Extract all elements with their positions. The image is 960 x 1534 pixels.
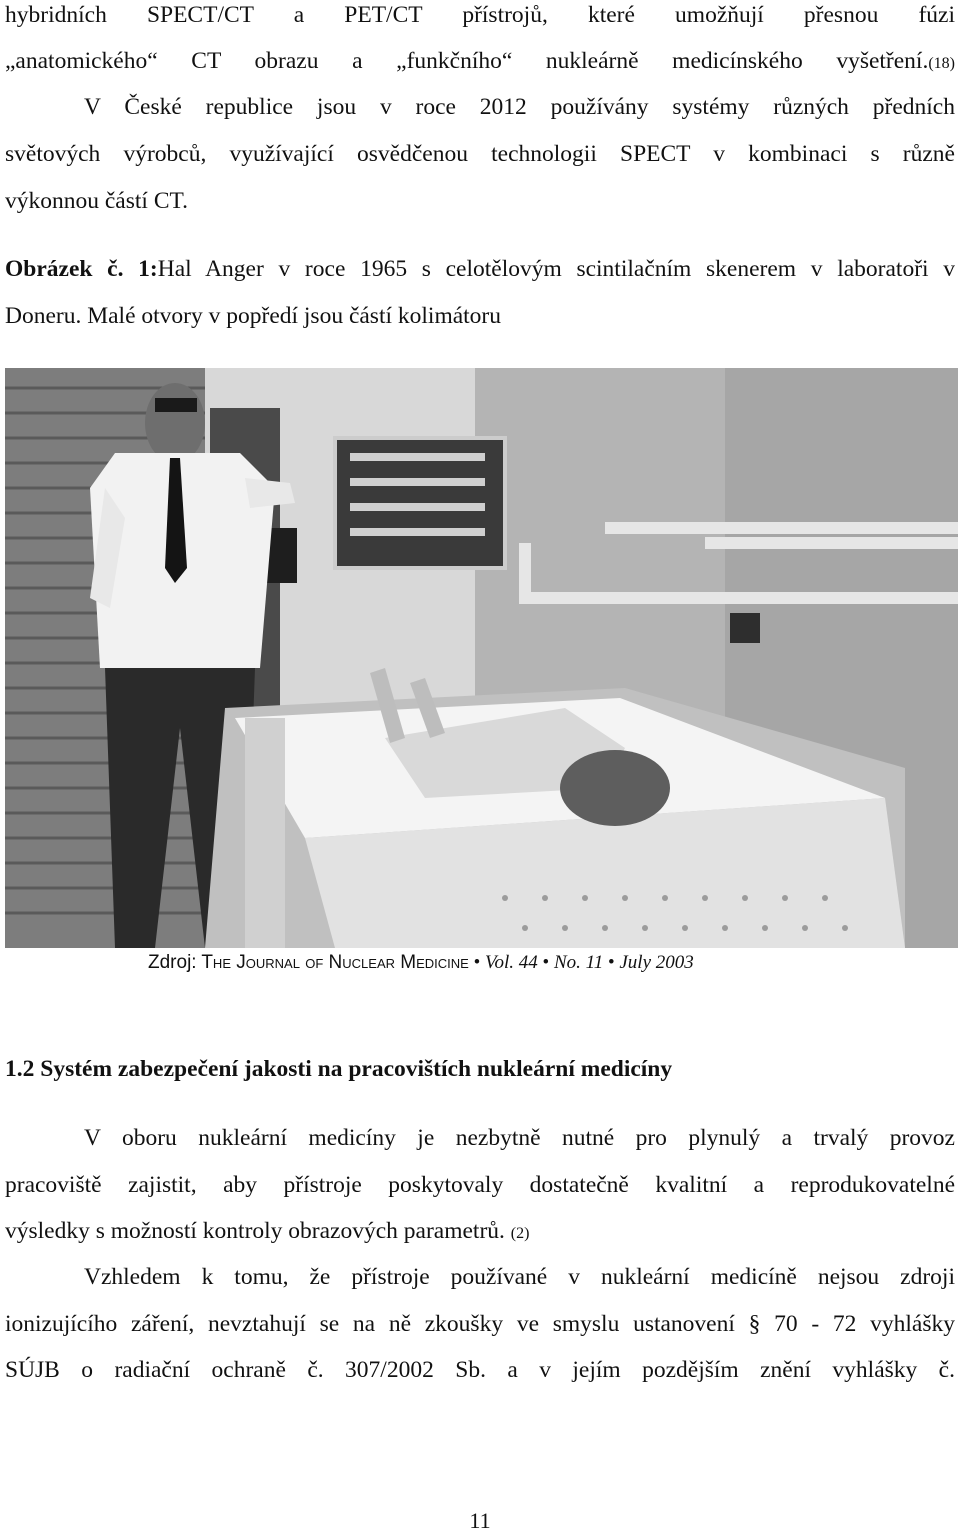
text-line: V oboru nukleární medicíny je nezbytně nutné pro plynulý a trvalý provoz (84, 1125, 955, 1151)
source-date: July 2003 (619, 952, 694, 973)
text-line: pracoviště zajistit, aby přístroje poskytovaly dostatečně kvalitní a reprodukovatelné (5, 1172, 955, 1198)
bullet: • (542, 952, 550, 973)
text-line: světových výrobců, využívající osvědčenou technologii SPECT v kombinaci s různě (5, 141, 955, 167)
text-line (5, 46, 955, 79)
figure-caption (5, 254, 955, 284)
text-span: výsledky s možností kontroly obrazových parametrů. (5, 1218, 505, 1244)
caption-text: Hal Anger v roce 1965 s celotělovým scintilačním skenerem v laboratoři v (157, 256, 955, 282)
citation-ref: (18) (928, 55, 955, 72)
text-span: „anatomického“ CT obrazu a „funkčního“ nukleárně medicínského vyšetření. (5, 48, 929, 74)
text-line (5, 1216, 955, 1249)
source-journal: The Journal of Nuclear Medicine (201, 952, 469, 973)
figure-photo (5, 368, 958, 948)
citation-ref: (2) (510, 1225, 530, 1242)
text-line: hybridních SPECT/CT a PET/CT přístrojů, které umožňují přesnou fúzi (5, 2, 955, 28)
text-line: Vzhledem k tomu, že přístroje používané v nukleární medicíně nejsou zdroji (84, 1264, 955, 1290)
text-line: V České republice jsou v roce 2012 používány systémy různých předních (84, 94, 955, 120)
figure-caption-cont: Doneru. Malé otvory v popředí jsou částí kolimátoru (5, 303, 502, 329)
bullet: • (473, 952, 481, 973)
section-heading: 1.2 Systém zabezpečení jakosti na pracovištích nukleární medicíny (5, 1056, 673, 1082)
source-prefix: Zdroj: (148, 952, 197, 973)
text-line: výkonnou částí CT. (5, 188, 188, 214)
source-number: No. 11 (553, 952, 604, 973)
figure-source (148, 950, 694, 976)
page-number: 11 (469, 1508, 491, 1533)
source-volume: Vol. 44 (485, 952, 538, 973)
bullet: • (607, 952, 615, 973)
text-line: ionizujícího záření, nevztahují se na ně zkoušky ve smyslu ustanovení § 70 - 72 vyhlášky (5, 1311, 955, 1337)
text-line: SÚJB o radiační ochraně č. 307/2002 Sb. a v jejím pozdějším znění vyhlášky č. (5, 1357, 955, 1383)
caption-label: Obrázek č. 1: (5, 256, 158, 282)
